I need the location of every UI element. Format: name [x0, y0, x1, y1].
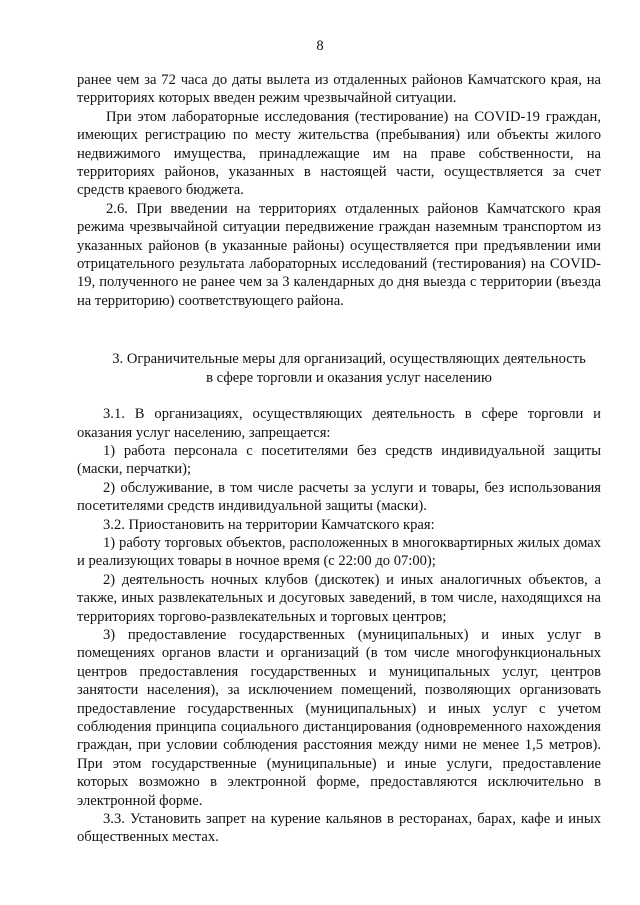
section-heading-line: в сфере торговли и оказания услуг населению — [206, 369, 492, 386]
page-number: 8 — [316, 38, 324, 54]
paragraph: 2) обслуживание, в том числе расчеты за услуги и товары, без использования посетителями средств индивидуальной защиты (маски). — [77, 479, 601, 515]
paragraph: 2) деятельность ночных клубов (дискотек) и иных аналогичных объектов, а также, иных развлекательных и досуговых заведений, в том числе, находящихся на территориях торгово-развлекательных и торговых центров; — [77, 571, 601, 625]
paragraph: ранее чем за 72 часа до даты вылета из отдаленных районов Камчатского края, на территориях которых введен режим чрезвычайной ситуации. — [77, 72, 601, 107]
paragraph: При этом лабораторные исследования (тестирование) на COVID-19 граждан, имеющих регистрацию по месту жительства (пребывания) или объекты жилого недвижимого имущества, принадлежащие им на праве собственности, на территориях районов, указанных в настоящей части, осуществляется за счет средств краевого бюджета. — [77, 108, 601, 199]
paragraph: 3.1. В организациях, осуществляющих деятельность в сфере торговли и оказания услуг населению, запрещается: — [77, 406, 601, 441]
section-heading-line: 3. Ограничительные меры для организаций, осуществляющих деятельность — [112, 351, 586, 368]
paragraph: 2.6. При введении на территориях отдаленных районов Камчатского края режима чрезвычайной ситуации передвижение граждан наземным транспортом из указанных районов (в указанные районы) осуществляется при предъявлении ими отрицательного результата лабораторных исследований (тестирования) на COVID-19, полученного не ранее чем за 3 календарных до дня выезда с территории (въезда на территорию) соответствующего района. — [77, 200, 601, 309]
paragraph: 3.3. Установить запрет на курение кальянов в ресторанах, барах, кафе и иных общественных местах. — [77, 811, 601, 846]
paragraph: 1) работу торговых объектов, расположенных в многоквартирных жилых домах и реализующих товары в ночное время (с 22:00 до 07:00); — [77, 534, 601, 570]
paragraph: 3) предоставление государственных (муниципальных) и иных услуг в помещениях органов власти и организаций (в том числе многофункциональных центров предоставления государственных и муниципальных услуг, центров занятости населения), за исключением помещений, позволяющих организовать предоставление государственных (муниципальных) и иных услуг с учетом соблюдения принципа социального дистанцирования (одновременного нахождения граждан, при условии соблюдения расстояния между ними не менее 1,5 метров). При этом государственные (муниципальные) и иные услуги, предоставление которых возможно в электронной форме, предоставляются исключительно в электронной форме. — [77, 626, 601, 809]
paragraph: 3.2. Приостановить на территории Камчатского края: — [103, 516, 435, 533]
document-body — [77, 71, 601, 847]
paragraph: 1) работа персонала с посетителями без средств индивидуальной защиты (маски, перчатки); — [77, 442, 601, 478]
